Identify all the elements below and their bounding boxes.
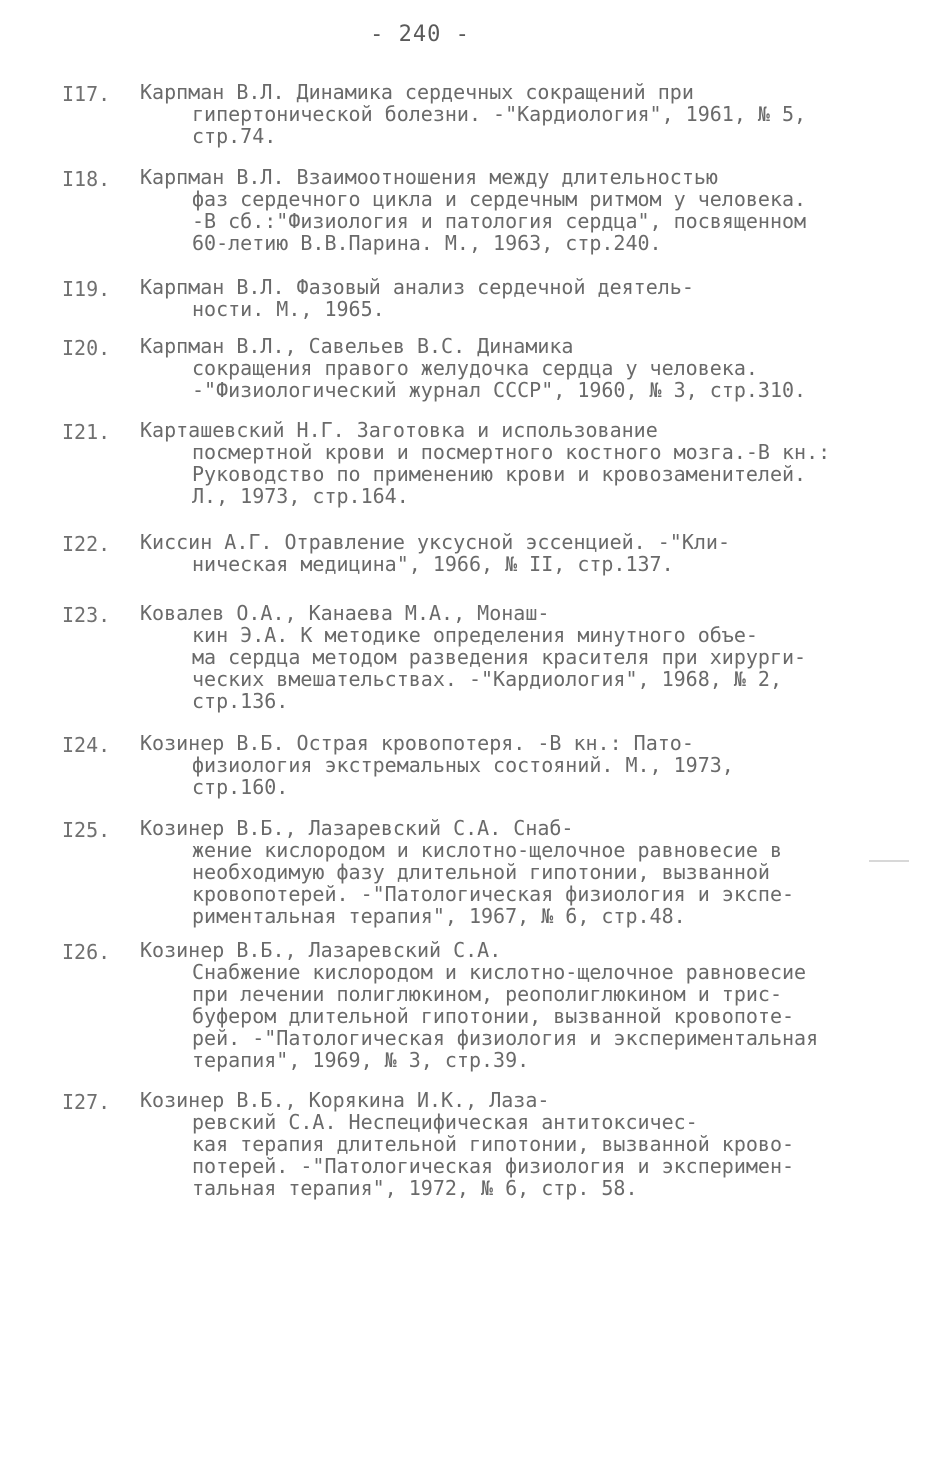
entry-text-line: кая терапия длительной гипотонии, вызванной крово- — [192, 1132, 795, 1156]
entry-text-line: кровопотерей. -"Патологическая физиология и экспе- — [192, 882, 795, 906]
entry-number: I17. — [62, 82, 111, 106]
entry-author-line: Козинер В.Б., Корякина И.К., Лаза- — [140, 1088, 550, 1112]
entry-author-line: Козинер В.Б., Лазаревский С.А. — [140, 938, 502, 962]
entry-text-line: -В сб.:"Физиология и патология сердца", посвященном — [192, 209, 807, 233]
entry-text-line: тальная терапия", 1972, № 6, стр. 58. — [192, 1176, 638, 1200]
entry-text-line: жение кислородом и кислотно-щелочное равновесие в — [192, 838, 783, 862]
entry-text-line: рей. -"Патологическая физиология и экспериментальная — [192, 1026, 819, 1050]
entry-text-line: 60-летию В.В.Парина. М., 1963, стр.240. — [192, 231, 662, 255]
entry-number: I25. — [62, 818, 111, 842]
entry-text-line: физиология экстремальных состояний. М., 1973, — [192, 753, 734, 777]
entry-text-line: ности. М., 1965. — [192, 297, 385, 321]
entry-author-line: Козинер В.Б., Лазаревский С.А. Снаб- — [140, 816, 574, 840]
entry-text-line: потерей. -"Патологическая физиология и эксперимен- — [192, 1154, 795, 1178]
entry-author-line: Киссин А.Г. Отравление уксусной эссенцией. -"Кли- — [140, 530, 731, 554]
entry-text-line: гипертонической болезни. -"Кардиология", 1961, № 5, — [192, 102, 807, 126]
entry-text-line: Снабжение кислородом и кислотно-щелочное равновесие — [192, 960, 807, 984]
entry-text-line: необходимую фазу длительной гипотонии, вызванной — [192, 860, 770, 884]
entry-number: I24. — [62, 733, 111, 757]
entry-text-line: -"Физиологический журнал СССР", 1960, № 3, стр.310. — [192, 378, 807, 402]
entry-number: I23. — [62, 603, 111, 627]
page-number: - 240 - — [370, 22, 470, 47]
entry-number: I21. — [62, 420, 111, 444]
entry-author-line: Карпман В.Л., Савельев В.С. Динамика — [140, 334, 574, 358]
entry-text-line: Руководство по применению крови и кровозаменителей. — [192, 462, 807, 486]
entry-text-line: терапия", 1969, № 3, стр.39. — [192, 1048, 530, 1072]
entry-author-line: Ковалев О.А., Канаева М.А., Монаш- — [140, 601, 550, 625]
entry-text-line: ническая медицина", 1966, № II, стр.137. — [192, 552, 674, 576]
entry-text-line: ревский С.А. Неспецифическая антитоксичес- — [192, 1110, 698, 1134]
entry-text-line: Л., 1973, стр.164. — [192, 484, 409, 508]
entry-author-line: Козинер В.Б. Острая кровопотеря. -В кн.: Пато- — [140, 731, 694, 755]
entry-text-line: ма сердца методом разведения красителя при хирурги- — [192, 645, 807, 669]
entry-number: I22. — [62, 532, 111, 556]
entry-author-line: Карташевский Н.Г. Заготовка и использование — [140, 418, 658, 442]
entry-text-line: кин Э.А. К методике определения минутного объе- — [192, 623, 758, 647]
entry-text-line: ческих вмешательствах. -"Кардиология", 1968, № 2, — [192, 667, 783, 691]
entry-number: I18. — [62, 167, 111, 191]
entry-text-line: риментальная терапия", 1967, № 6, стр.48. — [192, 904, 686, 928]
entry-text-line: стр.160. — [192, 775, 289, 799]
entry-text-line: при лечении полиглюкином, реополиглюкином и трис- — [192, 982, 783, 1006]
entry-author-line: Карпман В.Л. Динамика сердечных сокращений при — [140, 80, 694, 104]
entry-text-line: буфером длительной гипотонии, вызванной кровопоте- — [192, 1004, 795, 1028]
entry-text-line: стр.74. — [192, 124, 277, 148]
entry-number: I26. — [62, 940, 111, 964]
entry-author-line: Карпман В.Л. Фазовый анализ сердечной деятель- — [140, 275, 694, 299]
scan-artifact — [869, 860, 909, 862]
entry-number: I27. — [62, 1090, 111, 1114]
entry-number: I20. — [62, 336, 111, 360]
entry-number: I19. — [62, 277, 111, 301]
entry-text-line: сокращения правого желудочка сердца у человека. — [192, 356, 758, 380]
entry-author-line: Карпман В.Л. Взаимоотношения между длительностью — [140, 165, 718, 189]
entry-text-line: посмертной крови и посмертного костного мозга.-В кн.: — [192, 440, 831, 464]
entry-text-line: фаз сердечного цикла и сердечным ритмом у человека. — [192, 187, 807, 211]
entry-text-line: стр.136. — [192, 689, 289, 713]
